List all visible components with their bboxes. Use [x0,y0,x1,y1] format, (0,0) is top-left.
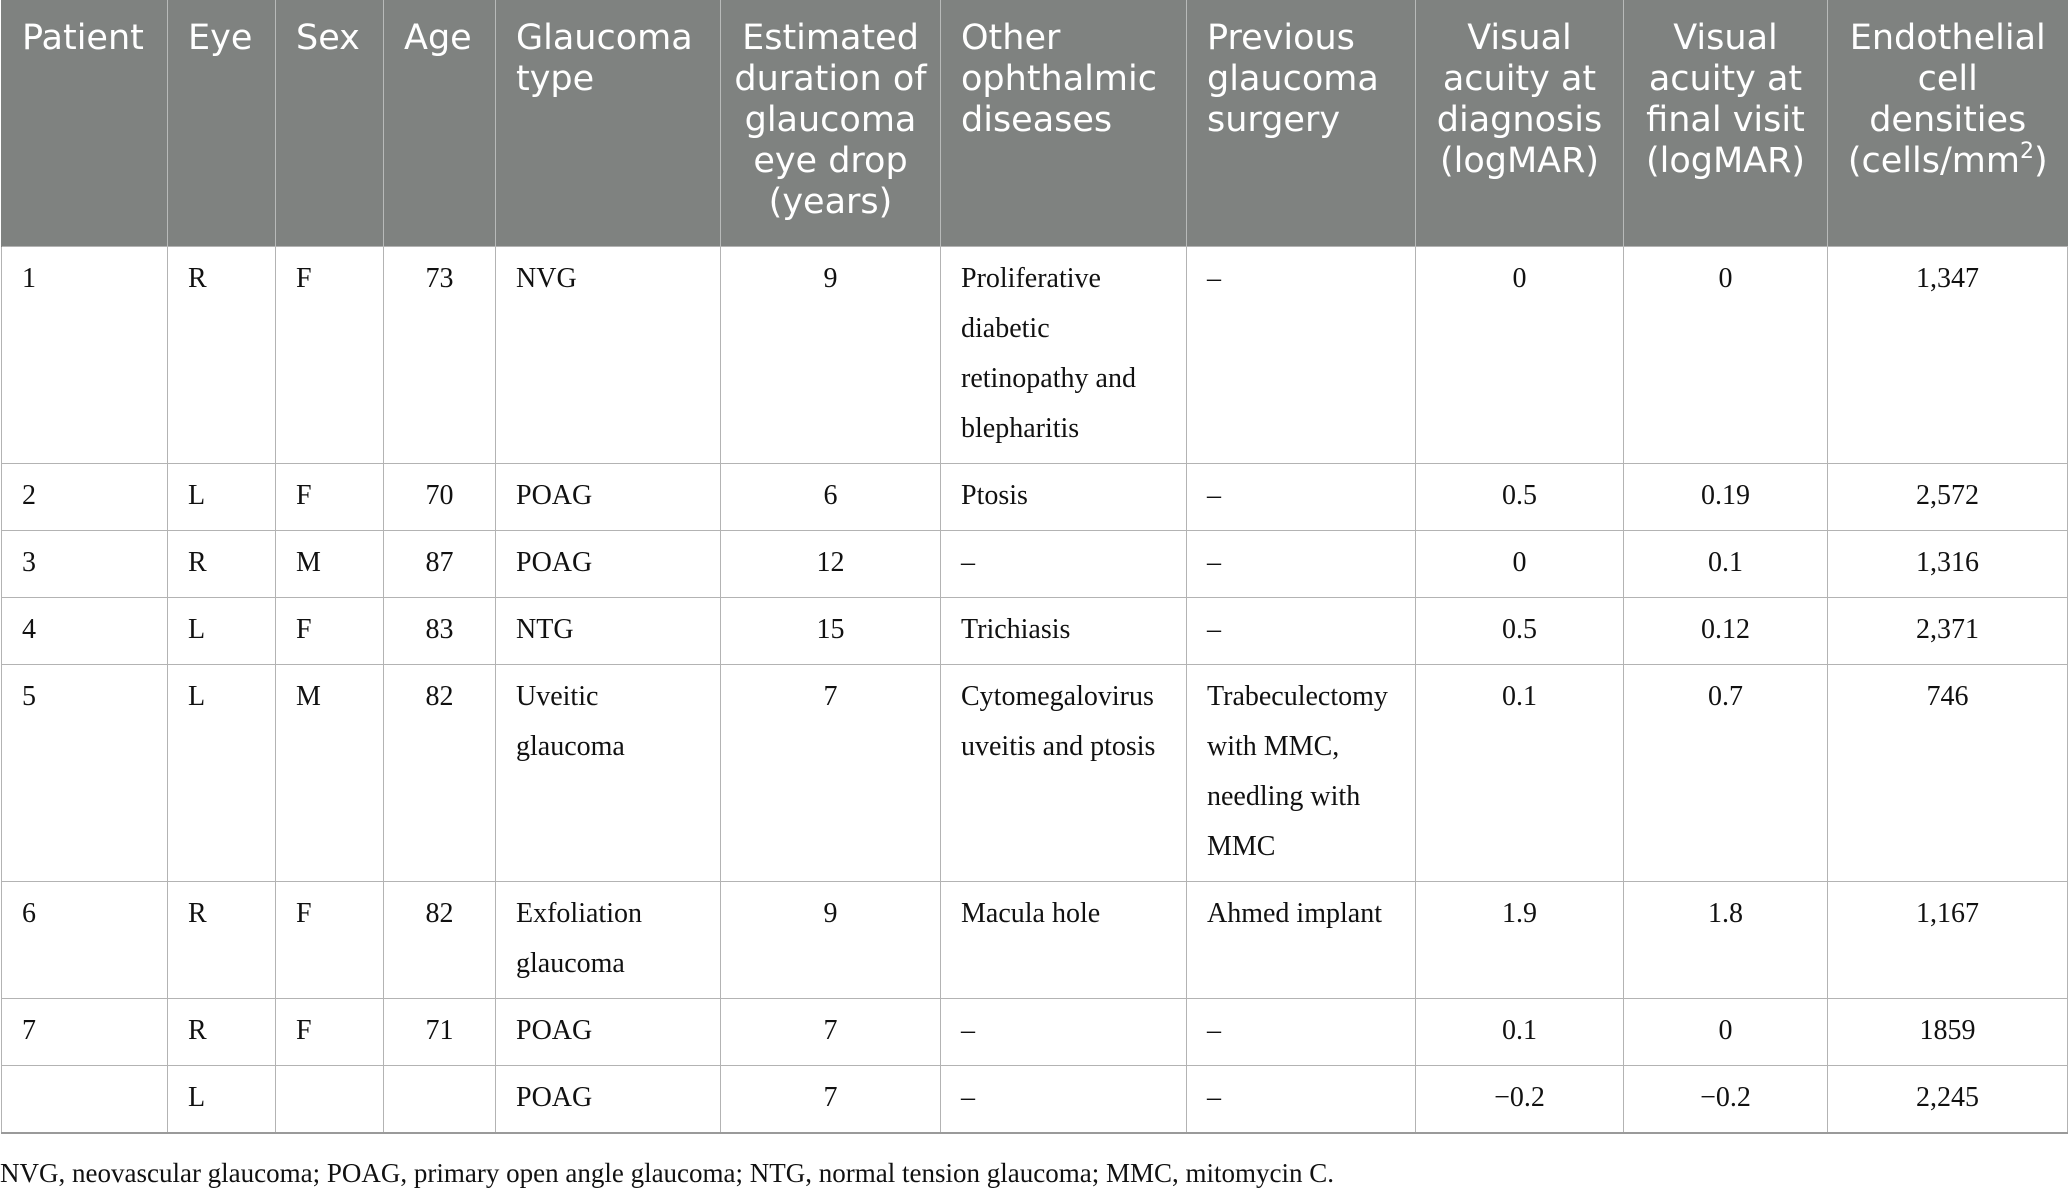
cell-previous-surgery: Ahmed implant [1187,881,1416,998]
patient-table [1,0,2068,1134]
cell-glaucoma-type: POAG [496,530,721,597]
header-row [2,0,2068,246]
cell-duration: 12 [721,530,941,597]
cell-endothelial-density: 2,572 [1828,463,2068,530]
cell-eye: R [168,998,276,1065]
table-body [2,246,2068,1133]
col-header-eye: Eye [168,0,276,246]
cell-sex: F [276,246,384,463]
cell-age: 73 [384,246,496,463]
cell-eye: L [168,463,276,530]
table-row [2,1065,2068,1133]
cell-duration: 7 [721,998,941,1065]
cell-age: 83 [384,597,496,664]
table-row [2,463,2068,530]
cell-duration: 6 [721,463,941,530]
cell-sex: F [276,998,384,1065]
table-row [2,246,2068,463]
cell-va-final: −0.2 [1624,1065,1828,1133]
cell-va-final: 1.8 [1624,881,1828,998]
col-header-other-diseases: Other ophthalmic diseases [941,0,1187,246]
table-row [2,998,2068,1065]
cell-other-diseases: Ptosis [941,463,1187,530]
cell-sex: F [276,463,384,530]
cell-eye: L [168,664,276,881]
cell-age: 82 [384,881,496,998]
cell-other-diseases: Cytomegalovirus uveitis and ptosis [941,664,1187,881]
col-header-patient: Patient [2,0,168,246]
cell-glaucoma-type: Uveitic glaucoma [496,664,721,881]
col-header-age: Age [384,0,496,246]
cell-glaucoma-type: POAG [496,998,721,1065]
cell-previous-surgery: – [1187,463,1416,530]
table-footnote: NVG, neovascular glaucoma; POAG, primary open angle glaucoma; NTG, normal tension glaucoma; MMC, mitomycin C. [0,1158,1334,1188]
cell-previous-surgery: Trabeculectomy with MMC, needling with MMC [1187,664,1416,881]
cell-patient: 6 [2,881,168,998]
cell-glaucoma-type: NVG [496,246,721,463]
cell-va-diagnosis: 0.5 [1416,463,1624,530]
col-header-duration: Estimated duration of glaucoma eye drop (years) [721,0,941,246]
cell-age: 71 [384,998,496,1065]
cell-previous-surgery: – [1187,246,1416,463]
cell-glaucoma-type: POAG [496,463,721,530]
cell-eye: R [168,530,276,597]
cell-va-diagnosis: 0.1 [1416,998,1624,1065]
cell-other-diseases: Macula hole [941,881,1187,998]
table-row [2,597,2068,664]
col-header-glaucoma-type: Glaucoma type [496,0,721,246]
cell-va-diagnosis: 1.9 [1416,881,1624,998]
cell-endothelial-density: 1,167 [1828,881,2068,998]
col-header-previous-surgery: Previous glaucoma surgery [1187,0,1416,246]
cell-sex: M [276,530,384,597]
cell-sex [276,1065,384,1133]
cell-va-final: 0.19 [1624,463,1828,530]
cell-sex: F [276,597,384,664]
cell-endothelial-density: 2,245 [1828,1065,2068,1133]
cell-age: 70 [384,463,496,530]
cell-duration: 9 [721,881,941,998]
cell-other-diseases: – [941,1065,1187,1133]
cell-endothelial-density: 1859 [1828,998,2068,1065]
cell-duration: 15 [721,597,941,664]
cell-age [384,1065,496,1133]
cell-va-final: 0.7 [1624,664,1828,881]
cell-patient: 2 [2,463,168,530]
cell-eye: R [168,246,276,463]
cell-sex: M [276,664,384,881]
cell-previous-surgery: – [1187,1065,1416,1133]
cell-va-diagnosis: 0 [1416,246,1624,463]
col-header-va-diagnosis: Visual acuity at diagnosis (logMAR) [1416,0,1624,246]
cell-eye: L [168,1065,276,1133]
cell-previous-surgery: – [1187,998,1416,1065]
cell-other-diseases: Proliferative diabetic retinopathy and blepharitis [941,246,1187,463]
endothelial-header-close: ) [2033,141,2048,181]
cell-other-diseases: – [941,530,1187,597]
cell-va-diagnosis: 0 [1416,530,1624,597]
cell-previous-surgery: – [1187,530,1416,597]
cell-endothelial-density: 2,371 [1828,597,2068,664]
cell-endothelial-density: 1,316 [1828,530,2068,597]
cell-va-final: 0 [1624,998,1828,1065]
table-row [2,664,2068,881]
cell-patient [2,1065,168,1133]
cell-va-diagnosis: 0.1 [1416,664,1624,881]
cell-endothelial-density: 1,347 [1828,246,2068,463]
cell-age: 82 [384,664,496,881]
cell-age: 87 [384,530,496,597]
cell-patient: 4 [2,597,168,664]
cell-glaucoma-type: POAG [496,1065,721,1133]
table-header [2,0,2068,246]
cell-duration: 7 [721,664,941,881]
cell-patient: 7 [2,998,168,1065]
table-row [2,881,2068,998]
cell-other-diseases: Trichiasis [941,597,1187,664]
endothelial-header-text: Endothelial cell densities (cells/mm [1847,18,2046,181]
table-row [2,530,2068,597]
col-header-endothelial-density [1828,0,2068,246]
cell-patient: 3 [2,530,168,597]
cell-va-final: 0 [1624,246,1828,463]
superscript-2: 2 [2019,139,2034,164]
col-header-va-final: Visual acuity at final visit (logMAR) [1624,0,1828,246]
cell-sex: F [276,881,384,998]
cell-va-final: 0.1 [1624,530,1828,597]
cell-eye: L [168,597,276,664]
cell-endothelial-density: 746 [1828,664,2068,881]
cell-duration: 9 [721,246,941,463]
cell-eye: R [168,881,276,998]
cell-va-final: 0.12 [1624,597,1828,664]
cell-glaucoma-type: NTG [496,597,721,664]
cell-patient: 1 [2,246,168,463]
cell-va-diagnosis: −0.2 [1416,1065,1624,1133]
col-header-sex: Sex [276,0,384,246]
cell-duration: 7 [721,1065,941,1133]
cell-other-diseases: – [941,998,1187,1065]
cell-previous-surgery: – [1187,597,1416,664]
cell-glaucoma-type: Exfoliation glaucoma [496,881,721,998]
cell-patient: 5 [2,664,168,881]
cell-va-diagnosis: 0.5 [1416,597,1624,664]
